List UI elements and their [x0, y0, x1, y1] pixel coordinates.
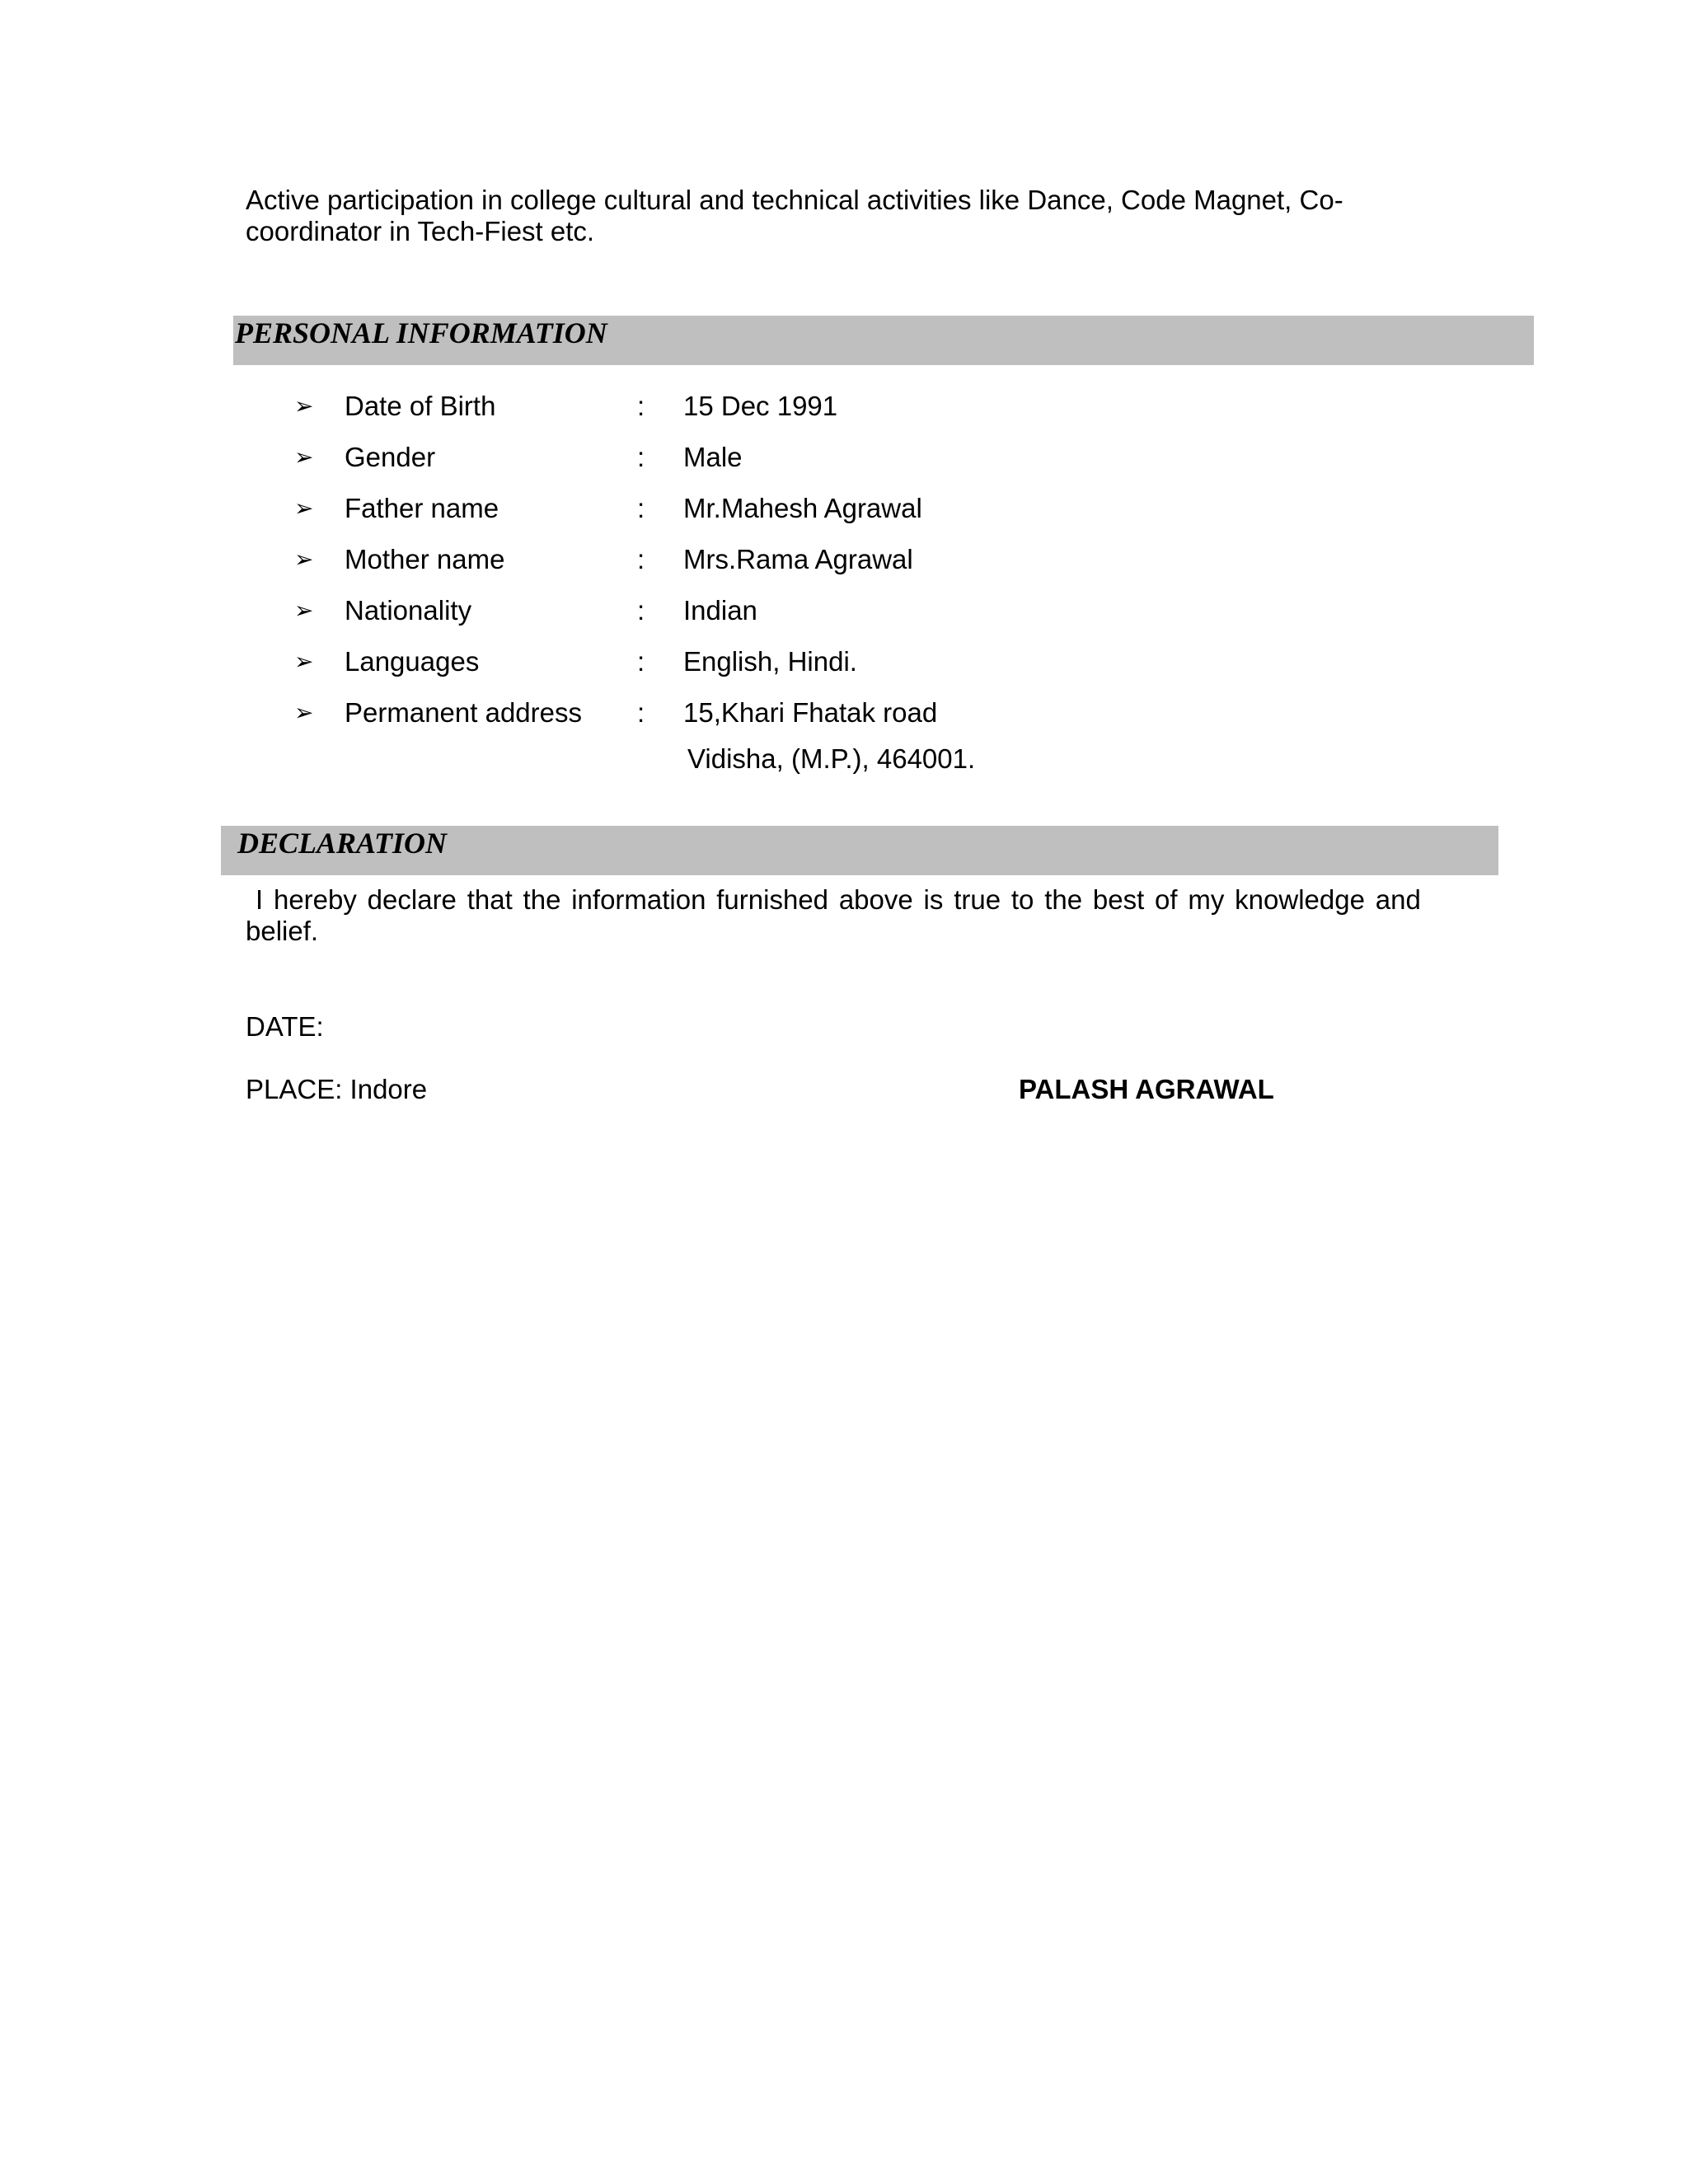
- info-label: Father name: [345, 493, 499, 523]
- arrowhead-bullet-icon: ➢: [294, 494, 314, 522]
- declaration-heading: DECLARATION: [237, 827, 448, 860]
- info-value: 15 Dec 1991: [683, 391, 838, 421]
- info-separator: :: [637, 646, 645, 677]
- declaration-word: declare: [367, 884, 457, 915]
- arrowhead-bullet-icon: ➢: [294, 699, 314, 726]
- info-separator: :: [637, 442, 645, 472]
- arrowhead-bullet-icon: ➢: [294, 648, 314, 675]
- info-value: English, Hindi.: [683, 646, 857, 677]
- arrowhead-bullet-icon: ➢: [294, 597, 314, 624]
- personal-information-heading: PERSONAL INFORMATION: [235, 316, 607, 349]
- declaration-word: true: [954, 884, 1001, 915]
- info-value: Mrs.Rama Agrawal: [683, 544, 913, 574]
- declaration-word: to: [1010, 884, 1034, 915]
- declaration-word: hereby: [273, 884, 357, 915]
- declaration-line-1: [246, 884, 1421, 916]
- declaration-word: of: [1155, 884, 1178, 915]
- personal-information-heading-band: [233, 316, 1534, 365]
- arrowhead-bullet-icon: ➢: [294, 392, 314, 419]
- declaration-word: the: [1044, 884, 1083, 915]
- declaration-word: my: [1188, 884, 1225, 915]
- declaration-paragraph: [246, 884, 1421, 947]
- declaration-line-2: belief.: [246, 916, 319, 946]
- info-separator: :: [637, 595, 645, 626]
- declaration-word: furnished: [716, 884, 829, 915]
- declaration-heading-band: [221, 826, 1498, 875]
- declaration-word: I: [256, 884, 264, 915]
- info-separator: :: [637, 493, 645, 523]
- arrowhead-bullet-icon: ➢: [294, 443, 314, 471]
- signatory-name: PALASH AGRAWAL: [1019, 1074, 1274, 1104]
- activities-line-1: Active participation in college cultural and technical activities like Dance, Code Magnet, Co-: [246, 185, 1343, 215]
- declaration-word: best: [1092, 884, 1145, 915]
- info-separator: :: [637, 544, 645, 574]
- declaration-word: is: [923, 884, 944, 915]
- info-value: Male: [683, 442, 743, 472]
- place-label: PLACE: Indore: [246, 1074, 428, 1104]
- info-value: Mr.Mahesh Agrawal: [683, 493, 922, 523]
- activities-line-2: coordinator in Tech-Fiest etc.: [246, 216, 595, 246]
- info-label: Nationality: [345, 595, 472, 626]
- info-separator: :: [637, 391, 645, 421]
- info-label: Mother name: [345, 544, 505, 574]
- activities-paragraph: [246, 185, 1416, 247]
- arrowhead-bullet-icon: ➢: [294, 546, 314, 573]
- info-value: Indian: [683, 595, 757, 626]
- info-label: Languages: [345, 646, 480, 677]
- declaration-word: that: [467, 884, 513, 915]
- info-label: Gender: [345, 442, 436, 472]
- info-label: Date of Birth: [345, 391, 496, 421]
- address-line-2: Vidisha, (M.P.), 464001.: [687, 743, 976, 774]
- info-label: Permanent address: [345, 697, 582, 728]
- declaration-word: above: [838, 884, 913, 915]
- info-value: 15,Khari Fhatak road: [683, 697, 938, 728]
- declaration-word: and: [1375, 884, 1421, 915]
- date-label: DATE:: [246, 1011, 324, 1042]
- declaration-word: the: [523, 884, 561, 915]
- info-separator: :: [637, 697, 645, 728]
- declaration-word: information: [571, 884, 706, 915]
- declaration-word: knowledge: [1235, 884, 1365, 915]
